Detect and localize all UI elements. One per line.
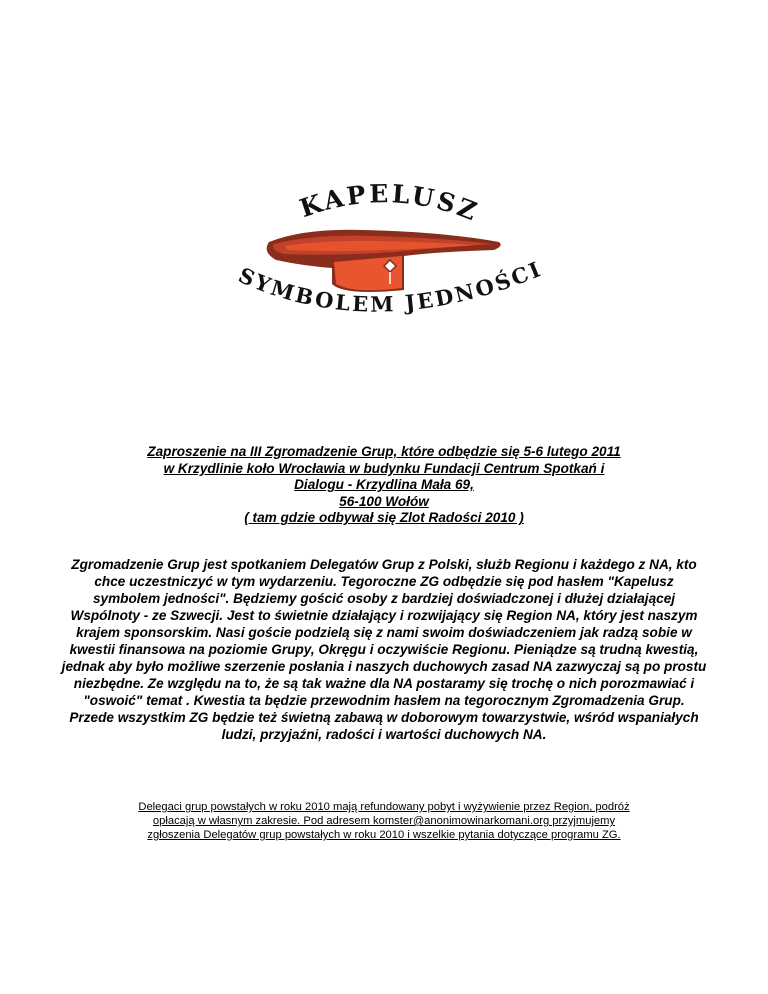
logo-top-text: KAPELUSZ bbox=[296, 180, 484, 228]
description-paragraph: Zgromadzenie Grup jest spotkaniem Delegatów Grup z Polski, służb Regionu i każdego z NA, kto chce uczestniczyć w tym wydarzeniu. Tegoroczne ZG odbędzie się pod hasłem "Kapelusz symbolem jedności". Będziemy gościć osoby z bardziej doświadczonej i dłużej działającej Wspólnoty - ze Szwecji. Jest to świetnie działający i rozwijający się Region NA, który jest naszym krajem sponsorskim. Nasi goście podzielą się z nami swoim doświadczeniem jak radzą sobie w kwestii finansowa na poziomie Grupy, Okręgu i oczywiście Regionu. Pieniądze są trudną kwestią, jednak aby było możliwe szerzenie posłania i naszych duchowych zasad NA zazwyczaj są po prostu niezbędne. Ze względu na to, że są tak ważne dla NA postaramy się trochę o nich porozmawiać i "oswoić" temat . Kwestia ta będzie przewodnim hasłem na tegorocznym Zgromadzenia Grup. bbox=[61, 557, 707, 708]
kapelusz-logo bbox=[214, 180, 564, 325]
event-description bbox=[60, 556, 708, 743]
note-line: zgłoszenia Delegatów grup powstałych w roku 2010 i wszelkie pytania dotyczące programu ZG. bbox=[147, 829, 621, 841]
invitation-line-date: Zaproszenie na III Zgromadzenie Grup, które odbędzie się 5-6 lutego 2011 bbox=[147, 444, 621, 459]
note-line: Delegaci grup powstałych w roku 2010 mają refundowany pobyt i wyżywienie przez Region, podróż bbox=[138, 801, 630, 813]
invitation-line-postcode: 56-100 Wołów bbox=[339, 493, 429, 509]
invitation-line-address: Dialogu - Krzydlina Mała 69, bbox=[294, 477, 474, 493]
description-closing: Przede wszystkim ZG będzie też świetną zabawą w doborowym towarzystwie, wśród wspaniałych ludzi, przyjaźni, radości i wartości duchowych NA. bbox=[69, 710, 699, 742]
invitation-line-note: ( tam gdzie odbywał się Zlot Radości 2010 ) bbox=[244, 510, 524, 526]
note-line: opłacają w własnym zakresie. Pod adresem komster@anonimowinarkomani.org przyjmujemy bbox=[152, 815, 616, 827]
invitation-line-location: w Krzydlinie koło Wrocławia w budynku Fundacji Centrum Spotkań i bbox=[163, 460, 605, 476]
delegates-note bbox=[60, 800, 708, 842]
logo-graphic bbox=[214, 180, 564, 325]
logo-bottom-text: SYMBOLEM JEDNOŚCI bbox=[234, 255, 546, 317]
invitation-header bbox=[60, 444, 708, 527]
